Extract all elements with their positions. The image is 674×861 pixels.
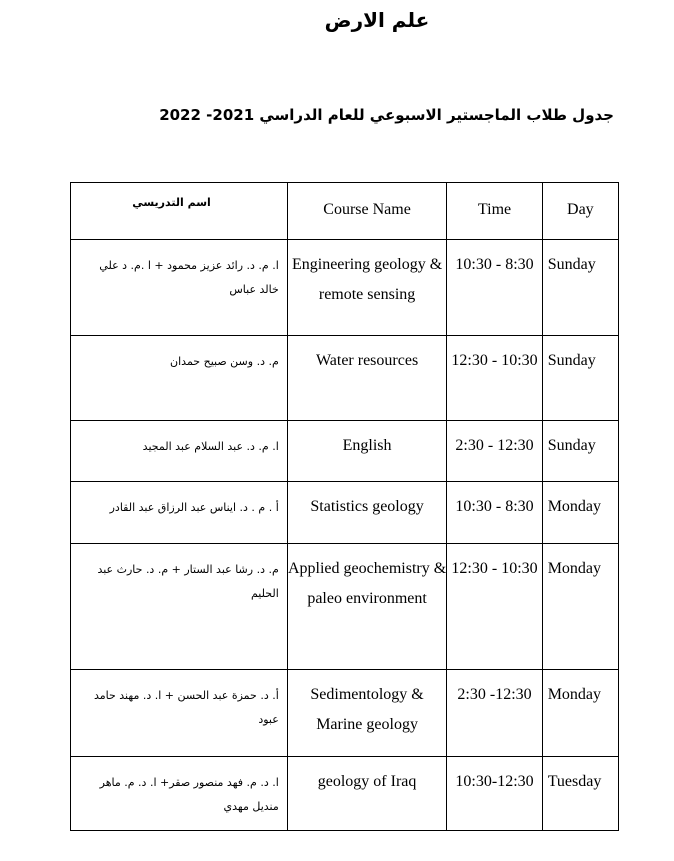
header-time bbox=[447, 183, 542, 240]
teacher-text: م. د. وسن صبيح حمدان bbox=[170, 355, 279, 368]
course-text: Statistics geology bbox=[310, 498, 424, 515]
time-cell bbox=[447, 670, 542, 757]
day-cell bbox=[542, 544, 618, 670]
table-row bbox=[71, 757, 619, 831]
schedule-table bbox=[70, 182, 619, 831]
course-cell bbox=[287, 482, 447, 544]
teacher-cell bbox=[71, 482, 288, 544]
course-text: Water resources bbox=[315, 352, 419, 369]
day-text: Monday bbox=[547, 560, 602, 577]
day-text: Monday bbox=[547, 686, 602, 703]
time-cell bbox=[447, 240, 542, 336]
course-text: geology of Iraq bbox=[317, 773, 417, 790]
table-row bbox=[71, 336, 619, 421]
course-text: English bbox=[342, 437, 392, 454]
course-text: Applied geochemistry & paleo environment bbox=[287, 560, 447, 607]
teacher-cell bbox=[71, 544, 288, 670]
table-row bbox=[71, 544, 619, 670]
header-course bbox=[287, 183, 447, 240]
time-text: 10:30 - 8:30 bbox=[455, 498, 534, 515]
time-text: 10:30 - 8:30 bbox=[455, 256, 534, 273]
time-cell bbox=[447, 544, 542, 670]
day-cell bbox=[542, 336, 618, 421]
time-text: 12:30 - 10:30 bbox=[451, 352, 538, 369]
header-teacher bbox=[71, 183, 288, 240]
course-cell bbox=[287, 757, 447, 831]
course-text: Engineering geology & remote sensing bbox=[291, 256, 443, 303]
header-time-label: Time bbox=[477, 201, 512, 218]
teacher-cell bbox=[71, 240, 288, 336]
table-header-row bbox=[71, 183, 619, 240]
day-text: Monday bbox=[547, 498, 602, 515]
teacher-text: ا. م. د. رائد عزيز محمود + ا .م. د علي خالد عباس bbox=[99, 259, 279, 296]
teacher-cell bbox=[71, 670, 288, 757]
header-course-label: Course Name bbox=[323, 201, 411, 218]
teacher-text: ا. م. د. عبد السلام عبد المجيد bbox=[142, 440, 279, 453]
day-cell bbox=[542, 240, 618, 336]
time-text: 2:30 -12:30 bbox=[457, 686, 532, 703]
day-text: Sunday bbox=[547, 437, 596, 454]
course-cell bbox=[287, 670, 447, 757]
time-text: 12:30 - 10:30 bbox=[451, 560, 538, 577]
teacher-text: أ. د. حمزة عبد الحسن + ا. د. مهند حامد عبود bbox=[93, 689, 279, 726]
day-cell bbox=[542, 757, 618, 831]
time-text: 10:30-12:30 bbox=[455, 773, 534, 790]
teacher-cell bbox=[71, 421, 288, 482]
course-cell bbox=[287, 240, 447, 336]
day-text: Tuesday bbox=[547, 773, 602, 790]
time-text: 2:30 - 12:30 bbox=[455, 437, 534, 454]
day-cell bbox=[542, 670, 618, 757]
table-row bbox=[71, 240, 619, 336]
teacher-text: ا. د. م. فهد منصور صقر+ ا. د. م. ماهر منديل مهدي bbox=[99, 776, 279, 813]
teacher-text: م. د. رشا عبد الستار + م. د. حارث عبد الحليم bbox=[97, 563, 279, 600]
table-row bbox=[71, 482, 619, 544]
teacher-text: أ . م . د. ايناس عبد الرزاق عبد القادر bbox=[109, 501, 279, 514]
schedule-title: جدول طلاب الماجستير الاسبوعي للعام الدراسي 2021- 2022 bbox=[159, 106, 614, 124]
day-cell bbox=[542, 482, 618, 544]
course-cell bbox=[287, 336, 447, 421]
time-cell bbox=[447, 336, 542, 421]
course-text: Sedimentology & Marine geology bbox=[310, 686, 424, 733]
course-cell bbox=[287, 421, 447, 482]
time-cell bbox=[447, 421, 542, 482]
time-cell bbox=[447, 482, 542, 544]
table-row bbox=[71, 421, 619, 482]
time-cell bbox=[447, 757, 542, 831]
teacher-cell bbox=[71, 757, 288, 831]
header-teacher-label: اسم التدريسي bbox=[132, 196, 211, 209]
header-day-label: Day bbox=[567, 201, 594, 218]
header-day bbox=[542, 183, 618, 240]
day-cell bbox=[542, 421, 618, 482]
day-text: Sunday bbox=[547, 256, 596, 273]
department-title: علم الارض bbox=[324, 8, 430, 32]
table-row bbox=[71, 670, 619, 757]
teacher-cell bbox=[71, 336, 288, 421]
course-cell bbox=[287, 544, 447, 670]
day-text: Sunday bbox=[547, 352, 596, 369]
